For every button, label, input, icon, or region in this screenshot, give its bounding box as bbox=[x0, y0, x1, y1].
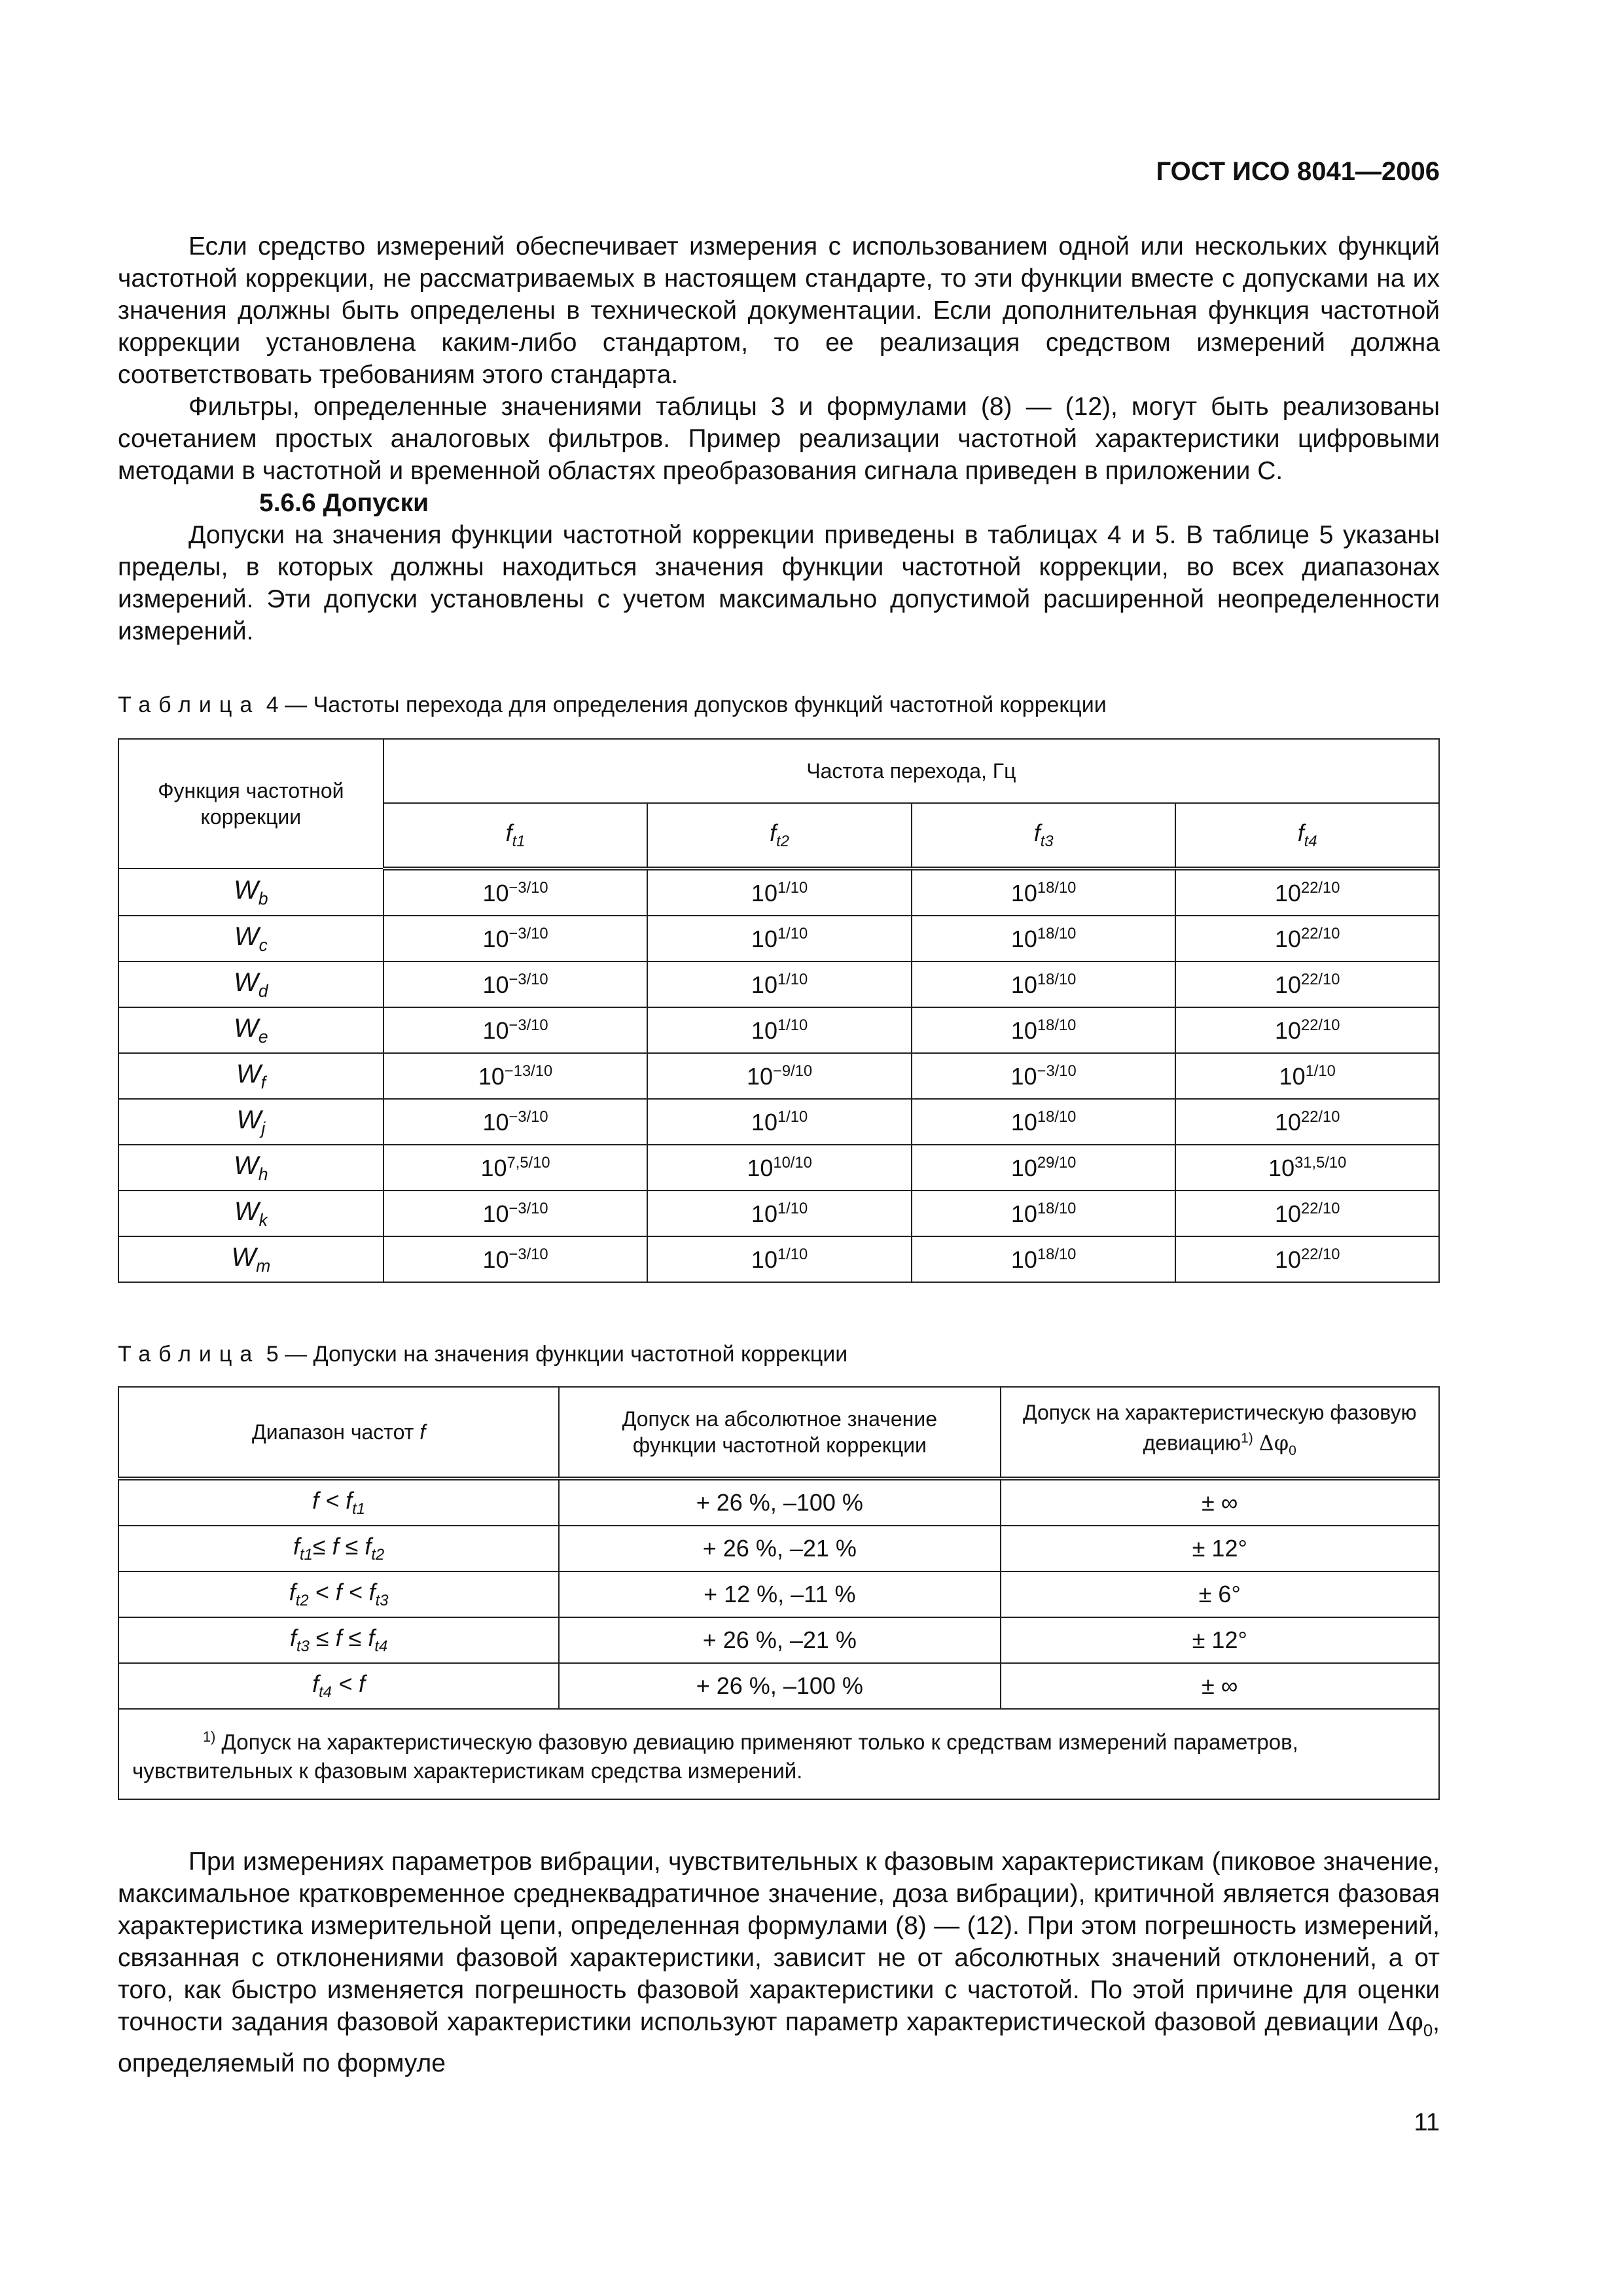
value-base: 10 bbox=[480, 1154, 507, 1181]
value-base: 10 bbox=[482, 1246, 509, 1273]
value-exponent: 22/10 bbox=[1301, 878, 1340, 897]
range-text: < f < f bbox=[308, 1578, 376, 1605]
value-exponent: 18/10 bbox=[1037, 1016, 1077, 1034]
value-exponent: 7,5/10 bbox=[507, 1153, 550, 1172]
table4-cell-f1 bbox=[383, 1007, 648, 1053]
table5-header-range-label: Диапазон частот bbox=[252, 1420, 414, 1444]
table-row bbox=[118, 961, 1439, 1007]
document-header: ГОСТ ИСО 8041—2006 bbox=[1156, 157, 1440, 186]
range-subscript: t4 bbox=[319, 1683, 332, 1702]
value-exponent: −3/10 bbox=[508, 1016, 548, 1034]
table4-cell-f2 bbox=[647, 869, 912, 916]
paragraph-1: Если средство измерений обеспечивает измерения с использованием одной или нескольких функций частотной коррекции, не рассматриваемых в настоящем стандарте, то эти функции вместе с допусками на их значения должны быть определены в технической документации. Если дополнительная функция частотной коррекции установлена каким-либо стандартом, то ее реализация средством измерений должна соответствовать требованиям этого стандарта. bbox=[118, 232, 1440, 389]
table4-cell-f3 bbox=[912, 916, 1176, 961]
value-base: 10 bbox=[482, 925, 509, 952]
value-base: 10 bbox=[482, 1200, 509, 1227]
table-row bbox=[118, 1007, 1439, 1053]
value-exponent: 18/10 bbox=[1037, 1199, 1077, 1217]
function-subscript: m bbox=[256, 1255, 271, 1276]
range-text: f bbox=[312, 1670, 319, 1697]
table4-cell-f1 bbox=[383, 916, 648, 961]
range-subscript: t2 bbox=[371, 1546, 385, 1564]
value-base: 10 bbox=[1274, 1108, 1301, 1136]
table5-row-range bbox=[118, 1479, 559, 1526]
table4-cell-f4 bbox=[1175, 961, 1439, 1007]
table4-subheader-symbol: f bbox=[1033, 819, 1041, 846]
table-row bbox=[118, 1663, 1439, 1709]
function-subscript: h bbox=[258, 1164, 268, 1184]
table5-row-phase: ± 6° bbox=[1001, 1571, 1439, 1617]
table4-cell-f1 bbox=[383, 1236, 648, 1282]
table4-cell-f1 bbox=[383, 1191, 648, 1236]
value-base: 10 bbox=[1010, 1246, 1037, 1273]
value-base: 10 bbox=[1274, 1016, 1301, 1044]
value-base: 10 bbox=[482, 879, 509, 906]
table4-subheader-subscript: t2 bbox=[776, 833, 789, 851]
table5-row-range bbox=[118, 1571, 559, 1617]
range-text: < f bbox=[331, 1670, 365, 1697]
final-paragraph-tail: , определяемый по формуле bbox=[118, 2008, 1440, 2077]
table4-cell-f1 bbox=[383, 961, 648, 1007]
function-symbol: W bbox=[231, 1242, 257, 1272]
table4-subheader-subscript: t3 bbox=[1040, 833, 1054, 851]
table4-cell-f3 bbox=[912, 961, 1176, 1007]
value-exponent: 18/10 bbox=[1037, 1107, 1077, 1126]
table4-cell-f4 bbox=[1175, 869, 1439, 916]
table4-row-function bbox=[118, 1236, 383, 1282]
table4-cell-f3 bbox=[912, 1099, 1176, 1145]
table5 bbox=[118, 1386, 1440, 1800]
table5-row-abs: + 26 %, –21 % bbox=[559, 1617, 1000, 1663]
range-subscript: t1 bbox=[352, 1500, 365, 1518]
table-row bbox=[118, 916, 1439, 961]
table4-subheader-f1 bbox=[383, 803, 648, 869]
table-row bbox=[118, 1236, 1439, 1282]
function-symbol: W bbox=[234, 922, 259, 951]
value-base: 10 bbox=[1010, 1154, 1037, 1181]
value-base: 10 bbox=[1010, 1016, 1037, 1044]
section-paragraph: Допуски на значения функции частотной коррекции приведены в таблицах 4 и 5. В таблице 5 указаны пределы, в которых должны находиться значения функции частотной коррекции, во всех диапазонах измерений. Эти допуски установлены с учетом максимально допустимой расширенной неопределенности измерений. bbox=[118, 521, 1440, 645]
range-text: f bbox=[293, 1532, 300, 1560]
value-exponent: −3/10 bbox=[1037, 1062, 1077, 1080]
table5-header-phase-label: Допуск на характеристическую фазовую девиацию bbox=[1022, 1401, 1417, 1456]
value-exponent: −3/10 bbox=[508, 1107, 548, 1126]
table4-cell-f2 bbox=[647, 1236, 912, 1282]
value-exponent: 22/10 bbox=[1301, 924, 1340, 942]
table4-cell-f1 bbox=[383, 1053, 648, 1099]
table4-caption-label: Таблица bbox=[118, 692, 260, 717]
table4-row-function bbox=[118, 1007, 383, 1053]
value-base: 10 bbox=[482, 971, 509, 998]
value-base: 10 bbox=[1010, 879, 1037, 906]
value-base: 10 bbox=[478, 1062, 505, 1090]
table4-row-function bbox=[118, 1099, 383, 1145]
table4-cell-f3 bbox=[912, 869, 1176, 916]
final-paragraph-text: При измерениях параметров вибрации, чувствительных к фазовым характеристикам (пиковое значение, максимальное кратковременное среднеквадратичное значение, доза вибрации), критичной является фазовая характеристика измерительной цепи, определенная формулами (8) — (12). При этом погрешность измерений, связанная с отклонениями фазовой характеристики, зависит не от абсолютных значений отклонений, а от того, как быстро изменяется погрешность фазовой характеристики с частотой. По этой причине для оценки точности задания фазовой характеристики используют параметр характеристической фазовой девиации bbox=[118, 1848, 1440, 2036]
value-exponent: 22/10 bbox=[1301, 1245, 1340, 1263]
function-symbol: W bbox=[234, 1196, 259, 1226]
final-paragraph bbox=[118, 1846, 1440, 2079]
table-row bbox=[118, 1053, 1439, 1099]
table5-header-abs: Допуск на абсолютное значение функции частотной коррекции bbox=[559, 1387, 1000, 1479]
function-symbol: W bbox=[234, 1151, 259, 1180]
table-row bbox=[118, 1099, 1439, 1145]
range-text: f bbox=[289, 1624, 296, 1651]
function-subscript: f bbox=[260, 1072, 266, 1092]
table5-row-range bbox=[118, 1663, 559, 1709]
value-base: 10 bbox=[1010, 1108, 1037, 1136]
delta-phi-subscript: 0 bbox=[1423, 2021, 1433, 2040]
value-base: 10 bbox=[1010, 971, 1037, 998]
function-symbol: W bbox=[236, 1105, 262, 1134]
table5-row-phase: ± 12° bbox=[1001, 1617, 1439, 1663]
table4-cell-f4 bbox=[1175, 1236, 1439, 1282]
function-subscript: j bbox=[261, 1118, 266, 1138]
value-exponent: −3/10 bbox=[508, 1245, 548, 1263]
table5-header-range-symbol: f bbox=[419, 1420, 426, 1444]
table5-footnote bbox=[118, 1709, 1439, 1799]
value-exponent: 22/10 bbox=[1301, 1199, 1340, 1217]
table4-cell-f1 bbox=[383, 1145, 648, 1191]
value-exponent: 31,5/10 bbox=[1294, 1153, 1347, 1172]
range-subscript: t4 bbox=[374, 1638, 388, 1656]
value-base: 10 bbox=[1010, 1200, 1037, 1227]
table5-row-range bbox=[118, 1617, 559, 1663]
range-subscript: t2 bbox=[295, 1592, 309, 1610]
value-exponent: −3/10 bbox=[508, 924, 548, 942]
table-row bbox=[118, 1617, 1439, 1663]
table4-subheader-subscript: t1 bbox=[512, 833, 526, 851]
range-text: f < f bbox=[312, 1486, 353, 1514]
table-row bbox=[118, 1145, 1439, 1191]
value-base: 10 bbox=[746, 1062, 774, 1090]
function-subscript: d bbox=[258, 980, 268, 1001]
table4-cell-f4 bbox=[1175, 1145, 1439, 1191]
value-base: 10 bbox=[751, 1246, 777, 1273]
value-exponent: 1/10 bbox=[777, 970, 808, 988]
range-text: ≤ f ≤ f bbox=[312, 1532, 372, 1560]
table4-row-function bbox=[118, 869, 383, 916]
function-symbol: W bbox=[234, 875, 259, 905]
value-base: 10 bbox=[1274, 1246, 1301, 1273]
value-base: 10 bbox=[1274, 971, 1301, 998]
table5-row-phase: ± ∞ bbox=[1001, 1479, 1439, 1526]
delta-phi-symbol: Δφ bbox=[1258, 1431, 1289, 1456]
table4-row-function bbox=[118, 1145, 383, 1191]
table4-row-function bbox=[118, 961, 383, 1007]
function-subscript: b bbox=[258, 888, 268, 908]
table-row bbox=[118, 1571, 1439, 1617]
value-exponent: 1/10 bbox=[1305, 1062, 1336, 1080]
value-base: 10 bbox=[1010, 1062, 1037, 1090]
value-exponent: −3/10 bbox=[508, 970, 548, 988]
range-subscript: t3 bbox=[296, 1638, 310, 1656]
table4-cell-f1 bbox=[383, 1099, 648, 1145]
table-row bbox=[118, 1526, 1439, 1571]
function-subscript: c bbox=[259, 935, 268, 955]
value-exponent: −9/10 bbox=[773, 1062, 813, 1080]
table4-subheader-f2 bbox=[647, 803, 912, 869]
value-exponent: 18/10 bbox=[1037, 970, 1077, 988]
table4-caption bbox=[118, 692, 1107, 718]
table4-subheader-subscript: t4 bbox=[1304, 833, 1317, 851]
table5-header-phase-footnote-mark: 1) bbox=[1240, 1431, 1253, 1446]
value-base: 10 bbox=[751, 971, 777, 998]
function-symbol: W bbox=[234, 967, 259, 997]
table5-footnote-text: Допуск на характеристическую фазовую девиацию применяют только к средствам измерений параметров, чувствительных к фазовым характеристикам средства измерений. bbox=[132, 1730, 1298, 1783]
value-exponent: 29/10 bbox=[1037, 1153, 1077, 1172]
table4-cell-f2 bbox=[647, 1145, 912, 1191]
table4-caption-text: — Частоты перехода для определения допусков функций частотной коррекции bbox=[278, 692, 1107, 717]
value-exponent: 22/10 bbox=[1301, 970, 1340, 988]
table5-row-abs: + 12 %, –11 % bbox=[559, 1571, 1000, 1617]
page-number: 11 bbox=[1414, 2109, 1440, 2136]
table4-cell-f3 bbox=[912, 1053, 1176, 1099]
range-subscript: t3 bbox=[375, 1592, 389, 1610]
table4-caption-number: 4 bbox=[266, 692, 279, 717]
range-text: ≤ f ≤ f bbox=[309, 1624, 375, 1651]
table4-row-function bbox=[118, 1053, 383, 1099]
table4-cell-f3 bbox=[912, 1145, 1176, 1191]
table5-row-phase: ± ∞ bbox=[1001, 1663, 1439, 1709]
table4-subheader-f4 bbox=[1175, 803, 1439, 869]
value-base: 10 bbox=[751, 1016, 777, 1044]
value-exponent: 10/10 bbox=[773, 1153, 812, 1172]
table5-row-abs: + 26 %, –21 % bbox=[559, 1526, 1000, 1571]
table4-cell-f3 bbox=[912, 1191, 1176, 1236]
table5-row-abs: + 26 %, –100 % bbox=[559, 1479, 1000, 1526]
table4-cell-f2 bbox=[647, 961, 912, 1007]
function-subscript: e bbox=[258, 1026, 268, 1047]
table5-caption-number: 5 bbox=[266, 1342, 279, 1367]
table4-subheader-f3 bbox=[912, 803, 1176, 869]
table-row bbox=[118, 1191, 1439, 1236]
value-base: 10 bbox=[482, 1016, 509, 1044]
table4-cell-f2 bbox=[647, 916, 912, 961]
table4-cell-f4 bbox=[1175, 916, 1439, 961]
table4-row-function bbox=[118, 916, 383, 961]
value-base: 10 bbox=[751, 879, 777, 906]
value-exponent: 22/10 bbox=[1301, 1016, 1340, 1034]
table4-subheader-symbol: f bbox=[505, 819, 512, 846]
value-exponent: 22/10 bbox=[1301, 1107, 1340, 1126]
table4-cell-f4 bbox=[1175, 1007, 1439, 1053]
table4-cell-f4 bbox=[1175, 1191, 1439, 1236]
section-title: 5.6.6 Допуски bbox=[259, 489, 429, 517]
table5-caption-label: Таблица bbox=[118, 1342, 260, 1367]
value-base: 10 bbox=[751, 1108, 777, 1136]
value-exponent: 1/10 bbox=[777, 1199, 808, 1217]
value-exponent: −13/10 bbox=[504, 1062, 553, 1080]
value-exponent: −3/10 bbox=[508, 1199, 548, 1217]
value-base: 10 bbox=[482, 1108, 509, 1136]
value-base: 10 bbox=[1274, 925, 1301, 952]
table4 bbox=[118, 738, 1440, 1283]
table4-cell-f4 bbox=[1175, 1099, 1439, 1145]
table5-header-phase bbox=[1001, 1387, 1439, 1479]
table-row bbox=[118, 1479, 1439, 1526]
value-exponent: 18/10 bbox=[1037, 924, 1077, 942]
value-exponent: 1/10 bbox=[777, 924, 808, 942]
table4-cell-f2 bbox=[647, 1099, 912, 1145]
table5-caption-text: — Допуски на значения функции частотной коррекции bbox=[278, 1342, 848, 1367]
range-text: f bbox=[289, 1578, 296, 1605]
value-base: 10 bbox=[751, 1200, 777, 1227]
value-exponent: 1/10 bbox=[777, 1016, 808, 1034]
value-base: 10 bbox=[1274, 879, 1301, 906]
value-base: 10 bbox=[1279, 1062, 1306, 1090]
paragraph-2: Фильтры, определенные значениями таблицы 3 и формулами (8) — (12), могут быть реализованы сочетанием простых аналоговых фильтров. Пример реализации частотной характеристики цифровыми методами в частотной и временной областях преобразования сигнала приведен в приложении С. bbox=[118, 393, 1440, 485]
value-base: 10 bbox=[1268, 1154, 1295, 1181]
table5-row-range bbox=[118, 1526, 559, 1571]
table5-header-range bbox=[118, 1387, 559, 1479]
function-symbol: W bbox=[234, 1013, 259, 1043]
table5-row-abs: + 26 %, –100 % bbox=[559, 1663, 1000, 1709]
function-subscript: k bbox=[259, 1210, 268, 1230]
value-exponent: 1/10 bbox=[777, 1245, 808, 1263]
value-exponent: −3/10 bbox=[508, 878, 548, 897]
delta-phi-symbol: Δφ bbox=[1387, 2007, 1423, 2037]
table4-cell-f2 bbox=[647, 1191, 912, 1236]
range-subscript: t1 bbox=[300, 1546, 313, 1564]
final-text bbox=[118, 1846, 1440, 2079]
value-exponent: 18/10 bbox=[1037, 878, 1077, 897]
table4-cell-f4 bbox=[1175, 1053, 1439, 1099]
table4-cell-f1 bbox=[383, 869, 648, 916]
function-symbol: W bbox=[236, 1059, 261, 1088]
table4-cell-f2 bbox=[647, 1053, 912, 1099]
table-row bbox=[118, 869, 1439, 916]
table4-cell-f3 bbox=[912, 1007, 1176, 1053]
table4-subheader-symbol: f bbox=[770, 819, 777, 846]
table4-header-function: Функция частотной коррекции bbox=[118, 739, 383, 869]
table5-footnote-mark: 1) bbox=[203, 1729, 216, 1745]
value-exponent: 18/10 bbox=[1037, 1245, 1077, 1263]
value-exponent: 1/10 bbox=[777, 1107, 808, 1126]
table4-subheader-symbol: f bbox=[1297, 819, 1304, 846]
intro-text bbox=[118, 230, 1440, 647]
value-base: 10 bbox=[747, 1154, 774, 1181]
value-base: 10 bbox=[1274, 1200, 1301, 1227]
value-exponent: 1/10 bbox=[777, 878, 808, 897]
table5-row-phase: ± 12° bbox=[1001, 1526, 1439, 1571]
value-base: 10 bbox=[751, 925, 777, 952]
table4-header-group: Частота перехода, Гц bbox=[383, 739, 1439, 803]
table4-row-function bbox=[118, 1191, 383, 1236]
value-base: 10 bbox=[1010, 925, 1037, 952]
table5-caption bbox=[118, 1342, 847, 1367]
table4-cell-f3 bbox=[912, 1236, 1176, 1282]
delta-phi-subscript: 0 bbox=[1289, 1443, 1296, 1459]
table4-cell-f2 bbox=[647, 1007, 912, 1053]
